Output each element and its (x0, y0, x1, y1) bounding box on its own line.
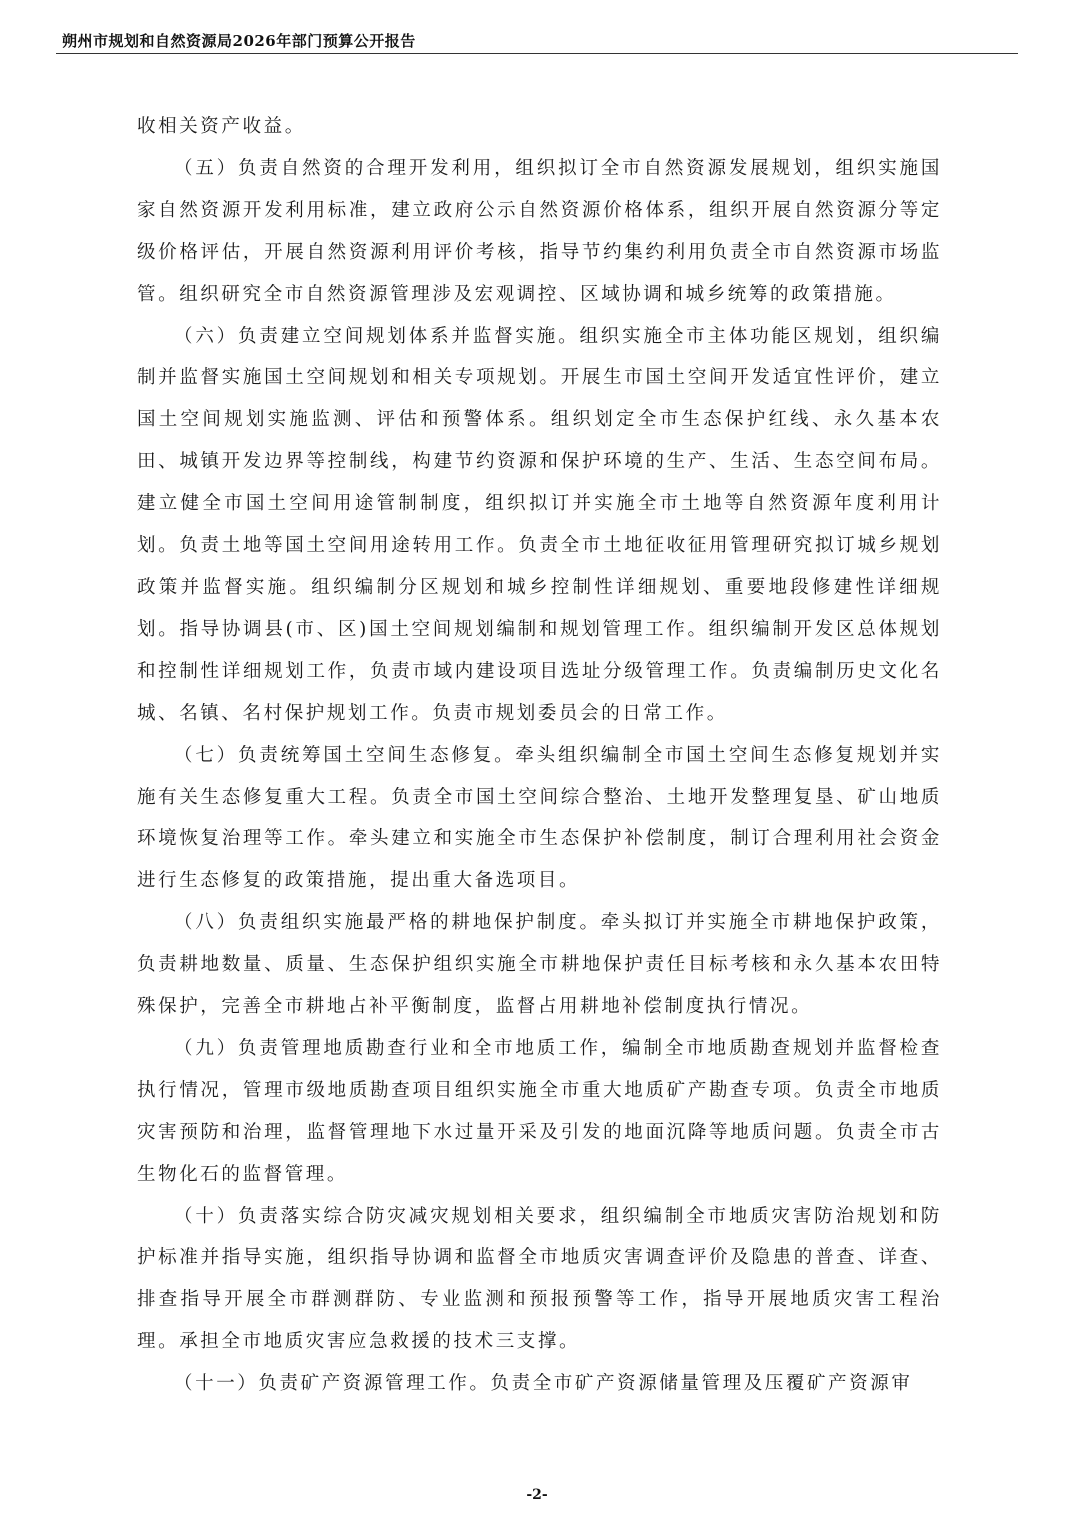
body-paragraph: （六）负责建立空间规划体系并监督实施。组织实施全市主体功能区规划，组织编制并监督实施国土空间规划和相关专项规划。开展生市国土空间开发适宜性评价，建立国土空间规划实施监测、评估和预警体系。组织划定全市生态保护红线、永久基本农田、城镇开发边界等控制线，构建节约资源和保护环境的生产、生活、生态空间布局。建立健全市国土空间用途管制制度，组织拟订并实施全市土地等自然资源年度利用计划。负责土地等国土空间用途转用工作。负责全市土地征收征用管理研究拟订城乡规划政策并监督实施。组织编制分区规划和城乡控制性详细规划、重要地段修建性详细规划。指导协调县(市、区)国土空间规划编制和规划管理工作。组织编制开发区总体规划和控制性详细规划工作，负责市域内建设项目选址分级管理工作。负责编制历史文化名城、名镇、名村保护规划工作。负责市规划委员会的日常工作。 (137, 325, 942, 724)
body-paragraph: （五）负责自然资的合理开发利用，组织拟订全市自然资源发展规划，组织实施国家自然资源开发利用标准，建立政府公示自然资源价格体系，组织开展自然资源分等定级价格评估，开展自然资源利用评价考核，指导节约集约利用负责全市自然资源市场监管。组织研究全市自然资源管理涉及宏观调控、区域协调和城乡统筹的政策措施。 (137, 157, 942, 305)
body-paragraph: 收相关资产收益。 (137, 116, 306, 137)
document-body (137, 106, 942, 1405)
body-paragraph: （十）负责落实综合防灾减灾规划相关要求，组织编制全市地质灾害防治规划和防护标准并指导实施，组织指导协调和监督全市地质灾害调查评价及隐患的普查、详查、排查指导开展全市群测群防、专业监测和预报预警等工作，指导开展地质灾害工程治理。承担全市地质灾害应急救援的技术三支撑。 (137, 1205, 942, 1353)
body-paragraph: （十一）负责矿产资源管理工作。负责全市矿产资源储量管理及压覆矿产资源审 (174, 1373, 913, 1395)
body-paragraph: （八）负责组织实施最严格的耕地保护制度。牵头拟订并实施全市耕地保护政策，负责耕地数量、质量、生态保护组织实施全市耕地保护责任目标考核和永久基本农田特殊保护，完善全市耕地占补平衡制度，监督占用耕地补偿制度执行情况。 (137, 912, 942, 1018)
header-divider (56, 53, 1018, 54)
page-number: -2- (526, 1487, 548, 1503)
document-header-title: 朔州市规划和自然资源局2026年部门预算公开报告 (62, 32, 416, 50)
body-paragraph: （九）负责管理地质勘查行业和全市地质工作，编制全市地质勘查规划并监督检查执行情况，管理市级地质勘查项目组织实施全市重大地质矿产勘查专项。负责全市地质灾害预防和治理，监督管理地下水过量开采及引发的地面沉降等地质问题。负责全市古生物化石的监督管理。 (137, 1037, 942, 1185)
body-paragraph: （七）负责统筹国土空间生态修复。牵头组织编制全市国土空间生态修复规划并实施有关生态修复重大工程。负责全市国土空间综合整治、土地开发整理复垦、矿山地质环境恢复治理等工作。牵头建立和实施全市生态保护补偿制度，制订合理利用社会资金进行生态修复的政策措施，提出重大备选项目。 (137, 744, 942, 892)
